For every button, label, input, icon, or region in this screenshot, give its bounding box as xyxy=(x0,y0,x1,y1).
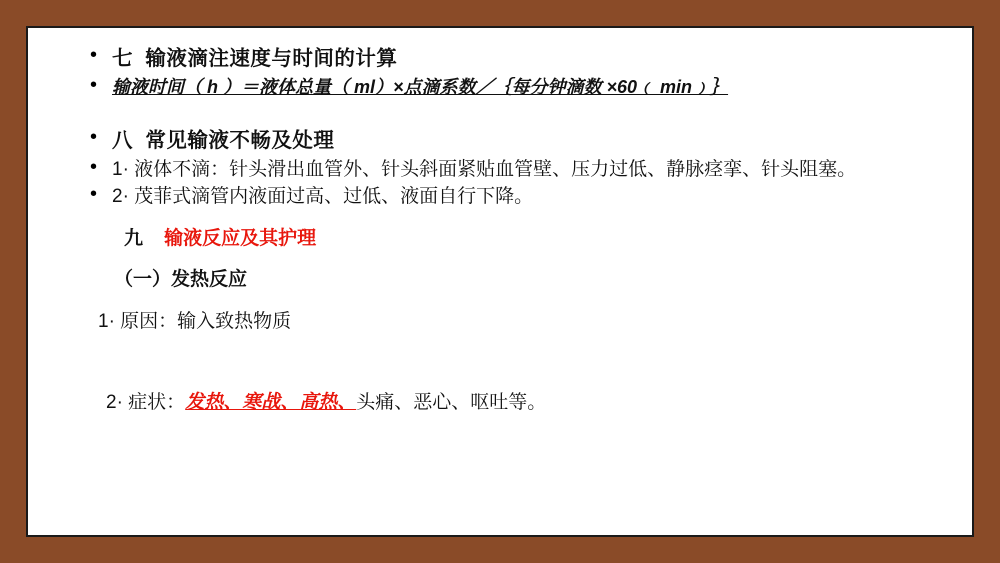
cause-line: 1· 原因：输入致热物质 xyxy=(98,310,292,332)
spacer xyxy=(88,375,928,389)
formula-infusion-time: 输液时间（ h ）＝液体总量（ ml）×点滴系数／｛每分钟滴数 ×60﹙ min﹚｝ xyxy=(112,76,729,97)
list-item xyxy=(88,126,928,156)
spacer xyxy=(88,294,928,308)
list-item xyxy=(88,156,928,184)
section-nine-title: 输液反应及其护理 xyxy=(164,227,317,249)
section-nine-number: 九 xyxy=(124,227,144,249)
bullet-list-two xyxy=(88,126,928,211)
list-item xyxy=(88,74,928,100)
symptom-highlight: 发热、寒战、高热、 xyxy=(185,392,357,414)
section-nine-gap xyxy=(143,228,164,249)
symptom-suffix: 头痛、恶心、呕吐等。 xyxy=(356,392,547,414)
spacer xyxy=(88,335,928,375)
subsection-fever-reaction: （一）发热反应 xyxy=(114,269,248,291)
slide-inner-panel xyxy=(26,26,974,537)
section-nine-row xyxy=(88,225,928,253)
spacer xyxy=(88,211,928,225)
symptom-prefix: 2· 症状： xyxy=(106,392,186,414)
heading-eight: 八 常见输液不畅及处理 xyxy=(112,128,335,152)
heading-seven: 七 输液滴注速度与时间的计算 xyxy=(112,47,398,70)
item-murphy-dropper: • 2· 茂菲式滴管内液面过高、过低、液面自行下降。 xyxy=(112,186,534,208)
list-item xyxy=(88,183,928,211)
list-item xyxy=(88,44,928,74)
bullet-list xyxy=(88,44,928,100)
spacer xyxy=(88,100,928,126)
slide-content xyxy=(88,44,928,514)
spacer xyxy=(88,252,928,266)
symptom-line xyxy=(88,389,928,417)
item-fluid-not-dripping: • 1· 液体不滴：针头滑出血管外、针头斜面紧贴血管壁、压力过低、静脉痉挛、针头阻塞。 xyxy=(112,158,857,180)
